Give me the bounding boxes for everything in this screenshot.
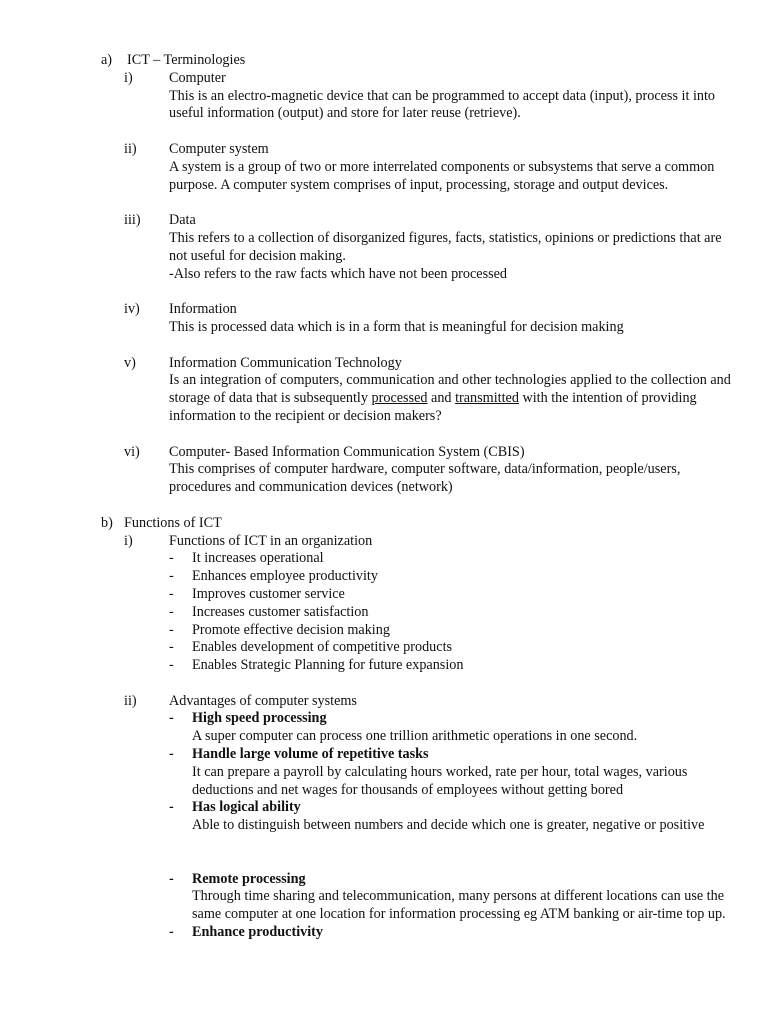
- list-item: [0, 622, 768, 640]
- term-item-information: [0, 301, 768, 337]
- term-definition: This refers to a collection of disorganized figures, facts, statistics, opinions or predictions that are not useful for decision making.: [169, 229, 722, 264]
- advantage-heading: Enhance productivity: [192, 924, 323, 941]
- bullet-text: Promote effective decision making: [192, 621, 390, 638]
- advantage-heading: High speed processing: [192, 710, 327, 727]
- item-number: vi): [124, 443, 140, 460]
- term-definition: A system is a group of two or more interrelated components or subsystems that serve a common purpose. A computer system comprises of input, processing, storage and output devices.: [169, 158, 715, 193]
- advantage-heading: Has logical ability: [192, 799, 301, 816]
- term-definition: This is an electro-magnetic device that can be programmed to accept data (input), process it into useful information (output) and store for later reuse (retrieve).: [169, 87, 716, 122]
- bullet-text: Enables Strategic Planning for future expansion: [192, 657, 464, 674]
- bullet-dash: -: [169, 639, 174, 656]
- term-heading: Computer: [169, 69, 226, 86]
- item-number: ii): [124, 140, 137, 157]
- item-number: iii): [124, 212, 141, 229]
- list-item: [0, 746, 768, 799]
- section-b-letter: b): [101, 514, 113, 531]
- list-item: [0, 568, 768, 586]
- list-item: [0, 871, 768, 924]
- item-number: ii): [124, 692, 137, 709]
- definition-text: with the intention of providing information to the recipient or decision makers?: [169, 390, 697, 424]
- section-b-title: Functions of ICT: [124, 514, 222, 531]
- subsection-title: Advantages of computer systems: [169, 692, 357, 709]
- bullet-text: Enables development of competitive products: [192, 639, 453, 656]
- term-item-data: [0, 212, 768, 283]
- advantage-text: Through time sharing and telecommunication, many persons at different locations can use the same computer at one location for information processing eg ATM banking or air-time top up.: [192, 888, 726, 923]
- advantage-text: It can prepare a payroll by calculating hours worked, rate per hour, total wages, various deductions and net wages for thousands of employees without getting bored: [192, 763, 688, 798]
- term-definition: [169, 372, 739, 425]
- advantages-subsection: [0, 693, 768, 711]
- term-item-cbis: [0, 444, 768, 497]
- bullet-text: Enhances employee productivity: [192, 568, 378, 585]
- term-definition: This comprises of computer hardware, computer software, data/information, people/users, procedures and communication devices (network): [169, 461, 681, 496]
- bullet-dash: -: [169, 924, 174, 941]
- term-heading: Information: [169, 301, 237, 318]
- bullet-text: It increases operational: [192, 550, 324, 567]
- list-item: [0, 657, 768, 675]
- term-definition: This is processed data which is in a form that is meaningful for decision making: [169, 318, 624, 335]
- list-item: [0, 924, 768, 942]
- bullet-dash: -: [169, 746, 174, 763]
- list-item: [0, 586, 768, 604]
- bullet-dash: -: [169, 657, 174, 674]
- bullet-dash: -: [169, 585, 174, 602]
- subsection-title: Functions of ICT in an organization: [169, 532, 373, 549]
- section-a-letter: a): [101, 52, 113, 68]
- advantage-text: Able to distinguish between numbers and decide which one is greater, negative or positive: [192, 817, 705, 834]
- list-item: [0, 799, 768, 835]
- section-a-heading: [0, 52, 768, 70]
- document-page: [0, 52, 768, 942]
- definition-text: and: [427, 390, 456, 407]
- bullet-text: Improves customer service: [192, 585, 345, 602]
- bullet-dash: -: [169, 710, 174, 727]
- bullet-dash: -: [169, 603, 174, 620]
- definition-text: Is an integration of computers, communication and other technologies applied to the collection and storage of data that is subsequently: [169, 372, 731, 407]
- list-item: [0, 550, 768, 568]
- term-heading: Information Communication Technology: [169, 354, 402, 371]
- bullet-dash: -: [169, 799, 174, 816]
- advantage-heading: Handle large volume of repetitive tasks: [192, 746, 429, 763]
- item-number: iv): [124, 301, 140, 318]
- term-heading: Data: [169, 212, 196, 229]
- list-item: [0, 710, 768, 746]
- advantage-heading: Remote processing: [192, 870, 306, 887]
- term-heading: Computer- Based Information Communication System (CBIS): [169, 443, 525, 460]
- functions-subsection: [0, 533, 768, 551]
- section-b-heading: [0, 515, 768, 533]
- bullet-dash: -: [169, 621, 174, 638]
- bullet-text: Increases customer satisfaction: [192, 603, 369, 620]
- item-number: i): [124, 69, 133, 86]
- item-number: i): [124, 532, 133, 549]
- term-item-computer-system: [0, 141, 768, 194]
- advantage-text: A super computer can process one trillion arithmetic operations in one second.: [192, 728, 638, 745]
- bullet-dash: -: [169, 870, 174, 887]
- bullet-dash: -: [169, 550, 174, 567]
- list-item: [0, 639, 768, 657]
- term-item-ict: [0, 355, 768, 426]
- term-heading: Computer system: [169, 140, 269, 157]
- term-definition-extra: -Also refers to the raw facts which have not been processed: [169, 265, 508, 282]
- term-item-computer: [0, 70, 768, 123]
- underlined-word-transmitted: transmitted: [455, 390, 519, 407]
- item-number: v): [124, 354, 136, 371]
- bullet-dash: -: [169, 568, 174, 585]
- list-item: [0, 604, 768, 622]
- underlined-word-processed: processed: [371, 390, 428, 407]
- section-a-title: ICT – Terminologies: [127, 52, 246, 68]
